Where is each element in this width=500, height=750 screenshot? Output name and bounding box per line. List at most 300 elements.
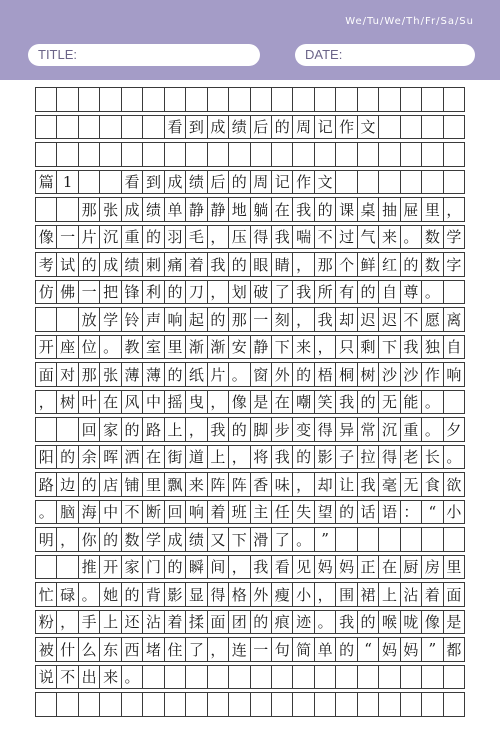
grid-cell: 在 — [143, 446, 164, 469]
grid-cell: 的 — [401, 253, 422, 276]
grid-cell: 妈 — [401, 638, 422, 661]
grid-cell: 厨 — [401, 556, 422, 579]
grid-cell — [315, 88, 336, 111]
grid-cell: 阵 — [208, 473, 229, 496]
grid-cell: 说 — [36, 666, 57, 689]
grid-row — [35, 115, 465, 140]
grid-cell: 拉 — [358, 446, 379, 469]
grid-cell — [401, 143, 422, 166]
grid-cell: ， — [229, 556, 250, 579]
grid-cell: 树 — [358, 363, 379, 386]
grid-cell: 句 — [272, 638, 293, 661]
grid-cell — [57, 143, 78, 166]
grid-cell — [229, 88, 250, 111]
grid-cell: 。 — [422, 418, 443, 441]
grid-cell — [293, 143, 314, 166]
grid-cell — [208, 88, 229, 111]
grid-cell — [229, 693, 250, 716]
grid-cell: 篇 — [36, 171, 57, 194]
grid-cell: 张 — [100, 363, 121, 386]
grid-cell: 脑 — [57, 501, 78, 524]
grid-row — [35, 362, 465, 387]
grid-cell: 不 — [57, 666, 78, 689]
grid-cell: 都 — [444, 638, 465, 661]
grid-cell: 利 — [143, 281, 164, 304]
grid-cell: 在 — [100, 391, 121, 414]
grid-cell: 下 — [272, 336, 293, 359]
grid-cell: ， — [293, 308, 314, 331]
grid-cell: 摇 — [165, 391, 186, 414]
grid-cell — [79, 116, 100, 139]
grid-cell: 鲜 — [358, 253, 379, 276]
grid-cell: 家 — [100, 418, 121, 441]
grid-cell: 上 — [165, 418, 186, 441]
grid-cell — [379, 171, 400, 194]
grid-cell — [336, 171, 357, 194]
grid-cell: 咙 — [401, 611, 422, 634]
grid-cell — [57, 116, 78, 139]
grid-cell — [422, 528, 443, 551]
grid-cell: 学 — [143, 528, 164, 551]
grid-cell — [401, 666, 422, 689]
grid-cell: 我 — [272, 446, 293, 469]
grid-cell: 绩 — [186, 528, 207, 551]
grid-cell: 羽 — [165, 226, 186, 249]
grid-cell — [315, 666, 336, 689]
grid-cell: 常 — [358, 418, 379, 441]
grid-cell: 文 — [315, 171, 336, 194]
grid-cell: 手 — [79, 611, 100, 634]
grid-cell — [36, 693, 57, 716]
grid-cell: 却 — [336, 308, 357, 331]
grid-row — [35, 582, 465, 607]
grid-cell: 桌 — [358, 198, 379, 221]
title-field — [28, 44, 260, 66]
grid-cell — [379, 666, 400, 689]
grid-cell: 里 — [422, 198, 443, 221]
grid-cell: 笑 — [315, 391, 336, 414]
grid-cell: ， — [293, 473, 314, 496]
date-field — [295, 44, 475, 66]
grid-cell: 背 — [143, 583, 164, 606]
grid-cell: 那 — [315, 253, 336, 276]
grid-cell: 迹 — [293, 611, 314, 634]
grid-cell: 阵 — [229, 473, 250, 496]
grid-row — [35, 445, 465, 470]
grid-cell: 气 — [358, 226, 379, 249]
grid-cell: 红 — [379, 253, 400, 276]
grid-cell: 还 — [122, 611, 143, 634]
grid-row — [35, 472, 465, 497]
grid-cell: 沉 — [379, 418, 400, 441]
grid-cell: 剩 — [358, 336, 379, 359]
grid-cell: 像 — [422, 611, 443, 634]
grid-cell: 你 — [79, 528, 100, 551]
grid-cell — [122, 693, 143, 716]
grid-cell: 西 — [122, 638, 143, 661]
grid-cell: 主 — [251, 501, 272, 524]
grid-cell: 住 — [165, 638, 186, 661]
grid-cell: 不 — [122, 501, 143, 524]
grid-cell — [186, 666, 207, 689]
grid-cell — [36, 308, 57, 331]
grid-row — [35, 280, 465, 305]
grid-cell: 我 — [315, 308, 336, 331]
grid-cell: 阳 — [36, 446, 57, 469]
grid-row — [35, 555, 465, 580]
grid-cell: 路 — [36, 473, 57, 496]
grid-cell: 起 — [186, 308, 207, 331]
grid-cell: 又 — [208, 528, 229, 551]
grid-cell: 能 — [401, 391, 422, 414]
grid-cell: 的 — [358, 611, 379, 634]
grid-cell — [336, 143, 357, 166]
title-label: TITLE: — [38, 47, 78, 62]
grid-cell — [186, 143, 207, 166]
grid-cell: 连 — [229, 638, 250, 661]
grid-cell: 回 — [79, 418, 100, 441]
grid-cell — [379, 88, 400, 111]
grid-cell: 香 — [251, 473, 272, 496]
grid-cell: 渐 — [186, 336, 207, 359]
grid-cell — [293, 88, 314, 111]
grid-cell: 痕 — [272, 611, 293, 634]
grid-cell — [379, 528, 400, 551]
grid-cell: 断 — [143, 501, 164, 524]
grid-cell: 作 — [336, 116, 357, 139]
grid-cell: “ — [422, 501, 443, 524]
grid-cell: 尊 — [401, 281, 422, 304]
grid-cell — [36, 418, 57, 441]
grid-cell: 我 — [208, 253, 229, 276]
grid-cell: 。 — [401, 226, 422, 249]
grid-cell: 。 — [422, 391, 443, 414]
grid-cell: 沾 — [401, 583, 422, 606]
header-band — [0, 0, 500, 80]
grid-cell: 重 — [122, 226, 143, 249]
grid-cell — [444, 693, 465, 716]
grid-cell: 周 — [293, 116, 314, 139]
grid-cell: 薄 — [143, 363, 164, 386]
grid-cell: 脚 — [251, 418, 272, 441]
grid-cell: 的 — [143, 226, 164, 249]
grid-row — [35, 390, 465, 415]
grid-cell: 数 — [122, 528, 143, 551]
grid-cell — [208, 666, 229, 689]
grid-cell: 嘲 — [293, 391, 314, 414]
grid-cell: 瞬 — [186, 556, 207, 579]
grid-cell — [315, 693, 336, 716]
grid-cell — [143, 116, 164, 139]
grid-cell: 异 — [336, 418, 357, 441]
grid-cell: 的 — [272, 116, 293, 139]
grid-cell: 下 — [229, 528, 250, 551]
grid-cell — [79, 88, 100, 111]
grid-cell — [251, 693, 272, 716]
grid-cell: 我 — [358, 473, 379, 496]
grid-cell — [422, 693, 443, 716]
grid-cell: 喉 — [379, 611, 400, 634]
grid-cell: 记 — [315, 116, 336, 139]
grid-cell: 声 — [143, 308, 164, 331]
grid-cell: 那 — [79, 363, 100, 386]
grid-cell — [444, 116, 465, 139]
grid-cell: 位 — [79, 336, 100, 359]
grid-cell — [422, 88, 443, 111]
grid-cell: 。 — [36, 501, 57, 524]
grid-cell: 的 — [336, 501, 357, 524]
grid-cell: 渐 — [208, 336, 229, 359]
grid-cell: 成 — [165, 171, 186, 194]
grid-cell — [165, 693, 186, 716]
grid-cell: 成 — [165, 528, 186, 551]
grid-cell — [165, 88, 186, 111]
grid-cell: 沉 — [100, 226, 121, 249]
grid-cell: 个 — [336, 253, 357, 276]
grid-cell: 裙 — [358, 583, 379, 606]
grid-cell: 得 — [208, 583, 229, 606]
grid-cell: 铺 — [122, 473, 143, 496]
grid-cell: ” — [315, 528, 336, 551]
grid-cell — [336, 693, 357, 716]
grid-cell: 里 — [165, 336, 186, 359]
grid-cell: 推 — [79, 556, 100, 579]
grid-cell: 。 — [229, 363, 250, 386]
grid-row — [35, 637, 465, 662]
grid-cell — [57, 308, 78, 331]
grid-cell: 围 — [336, 583, 357, 606]
grid-cell — [100, 693, 121, 716]
grid-cell — [36, 143, 57, 166]
grid-cell: 。 — [79, 583, 100, 606]
date-label: DATE: — [305, 47, 343, 62]
grid-cell: 佛 — [57, 281, 78, 304]
grid-cell: 到 — [186, 116, 207, 139]
grid-cell: 静 — [208, 198, 229, 221]
grid-cell: 显 — [186, 583, 207, 606]
grid-cell: 铃 — [122, 308, 143, 331]
grid-cell — [358, 88, 379, 111]
grid-cell: 躺 — [251, 198, 272, 221]
grid-cell: 步 — [272, 418, 293, 441]
grid-cell: 碌 — [57, 583, 78, 606]
grid-cell — [36, 116, 57, 139]
grid-cell: 的 — [122, 583, 143, 606]
grid-cell: 味 — [272, 473, 293, 496]
grid-cell — [315, 143, 336, 166]
grid-cell: 飘 — [165, 473, 186, 496]
grid-cell: 看 — [272, 556, 293, 579]
grid-cell: 什 — [57, 638, 78, 661]
grid-cell: 压 — [229, 226, 250, 249]
grid-cell: 得 — [251, 226, 272, 249]
grid-cell: 单 — [315, 638, 336, 661]
grid-cell: 外 — [251, 583, 272, 606]
grid-cell: 片 — [79, 226, 100, 249]
grid-cell: 了 — [272, 281, 293, 304]
grid-cell: 见 — [293, 556, 314, 579]
grid-cell: ， — [36, 391, 57, 414]
grid-cell: 的 — [293, 363, 314, 386]
grid-cell: 回 — [165, 501, 186, 524]
grid-cell: 里 — [143, 473, 164, 496]
grid-cell: 的 — [208, 308, 229, 331]
grid-cell: 数 — [422, 226, 443, 249]
grid-cell: 我 — [293, 281, 314, 304]
grid-cell: 下 — [379, 336, 400, 359]
grid-cell: 我 — [208, 418, 229, 441]
grid-cell — [422, 116, 443, 139]
grid-cell: 数 — [422, 253, 443, 276]
grid-row — [35, 610, 465, 635]
grid-cell: 开 — [100, 556, 121, 579]
grid-cell: 来 — [100, 666, 121, 689]
grid-cell: 着 — [165, 611, 186, 634]
grid-cell: 离 — [444, 308, 465, 331]
grid-cell — [272, 693, 293, 716]
grid-cell: 有 — [336, 281, 357, 304]
grid-cell: 室 — [143, 336, 164, 359]
grid-cell: 一 — [251, 308, 272, 331]
grid-cell: 刻 — [272, 308, 293, 331]
grid-cell: 我 — [336, 391, 357, 414]
grid-cell: 班 — [229, 501, 250, 524]
grid-cell — [336, 88, 357, 111]
grid-cell: 来 — [379, 226, 400, 249]
grid-cell: 我 — [336, 611, 357, 634]
grid-cell: 我 — [251, 556, 272, 579]
grid-row — [35, 225, 465, 250]
grid-cell — [57, 88, 78, 111]
grid-cell: 座 — [57, 336, 78, 359]
grid-cell: 的 — [100, 528, 121, 551]
grid-row — [35, 170, 465, 195]
grid-cell — [444, 666, 465, 689]
grid-cell: 小 — [293, 583, 314, 606]
grid-cell — [100, 88, 121, 111]
grid-cell: 窗 — [251, 363, 272, 386]
grid-cell: 绩 — [186, 171, 207, 194]
grid-cell — [79, 693, 100, 716]
grid-cell — [422, 666, 443, 689]
grid-cell — [100, 171, 121, 194]
grid-cell — [379, 116, 400, 139]
grid-cell: 门 — [143, 556, 164, 579]
grid-cell: 字 — [444, 253, 465, 276]
grid-cell — [444, 391, 465, 414]
grid-cell — [229, 143, 250, 166]
grid-cell: 毛 — [186, 226, 207, 249]
grid-cell — [272, 666, 293, 689]
grid-cell: 瘦 — [272, 583, 293, 606]
grid-cell — [208, 693, 229, 716]
grid-row — [35, 500, 465, 525]
grid-cell: 失 — [293, 501, 314, 524]
grid-cell — [251, 143, 272, 166]
grid-cell: 的 — [358, 281, 379, 304]
grid-cell: 将 — [251, 446, 272, 469]
grid-cell — [100, 143, 121, 166]
grid-cell: 曳 — [186, 391, 207, 414]
grid-cell: 上 — [208, 446, 229, 469]
grid-cell — [422, 171, 443, 194]
grid-cell: 来 — [293, 336, 314, 359]
grid-cell: 周 — [251, 171, 272, 194]
grid-cell: 来 — [186, 473, 207, 496]
grid-cell: 堵 — [143, 638, 164, 661]
grid-cell: 是 — [444, 611, 465, 634]
grid-cell: 了 — [272, 528, 293, 551]
grid-cell: 话 — [358, 501, 379, 524]
grid-cell: 揉 — [186, 611, 207, 634]
grid-cell — [57, 418, 78, 441]
grid-cell: 的 — [358, 391, 379, 414]
grid-cell: 的 — [165, 281, 186, 304]
writing-grid — [35, 87, 465, 720]
grid-cell: 在 — [272, 198, 293, 221]
grid-cell: 正 — [358, 556, 379, 579]
grid-cell: 的 — [293, 446, 314, 469]
grid-cell: 那 — [79, 198, 100, 221]
grid-cell: 中 — [143, 391, 164, 414]
grid-cell — [251, 666, 272, 689]
grid-cell: 的 — [79, 473, 100, 496]
grid-cell: 学 — [444, 226, 465, 249]
grid-cell: 团 — [229, 611, 250, 634]
grid-cell: 在 — [272, 391, 293, 414]
grid-cell: 我 — [272, 226, 293, 249]
grid-cell — [229, 666, 250, 689]
grid-cell — [336, 666, 357, 689]
grid-cell: 绩 — [229, 116, 250, 139]
grid-cell — [79, 171, 100, 194]
grid-cell — [272, 143, 293, 166]
grid-cell: 老 — [401, 446, 422, 469]
grid-cell: 的 — [315, 198, 336, 221]
grid-cell: 过 — [336, 226, 357, 249]
grid-cell: 明 — [36, 528, 57, 551]
grid-cell — [122, 88, 143, 111]
grid-cell: 一 — [57, 226, 78, 249]
grid-cell: 么 — [79, 638, 100, 661]
grid-cell: 妈 — [315, 556, 336, 579]
grid-cell: 仿 — [36, 281, 57, 304]
grid-cell — [36, 88, 57, 111]
grid-cell: 一 — [79, 281, 100, 304]
grid-cell: 放 — [79, 308, 100, 331]
grid-cell: 对 — [57, 363, 78, 386]
grid-cell — [272, 88, 293, 111]
grid-cell: 面 — [444, 583, 465, 606]
grid-cell: 绩 — [143, 198, 164, 221]
grid-cell — [358, 528, 379, 551]
grid-cell — [358, 143, 379, 166]
grid-cell: ， — [208, 226, 229, 249]
grid-cell — [358, 171, 379, 194]
grid-cell: 只 — [336, 336, 357, 359]
grid-cell: 。 — [293, 528, 314, 551]
grid-cell: ” — [422, 638, 443, 661]
grid-cell: 一 — [251, 638, 272, 661]
grid-cell: 抽 — [379, 198, 400, 221]
grid-cell: 妈 — [379, 638, 400, 661]
grid-cell: ， — [57, 611, 78, 634]
grid-cell: 响 — [165, 308, 186, 331]
grid-cell — [444, 528, 465, 551]
grid-cell: 静 — [251, 336, 272, 359]
grid-cell: 那 — [229, 308, 250, 331]
grid-cell: 梧 — [315, 363, 336, 386]
